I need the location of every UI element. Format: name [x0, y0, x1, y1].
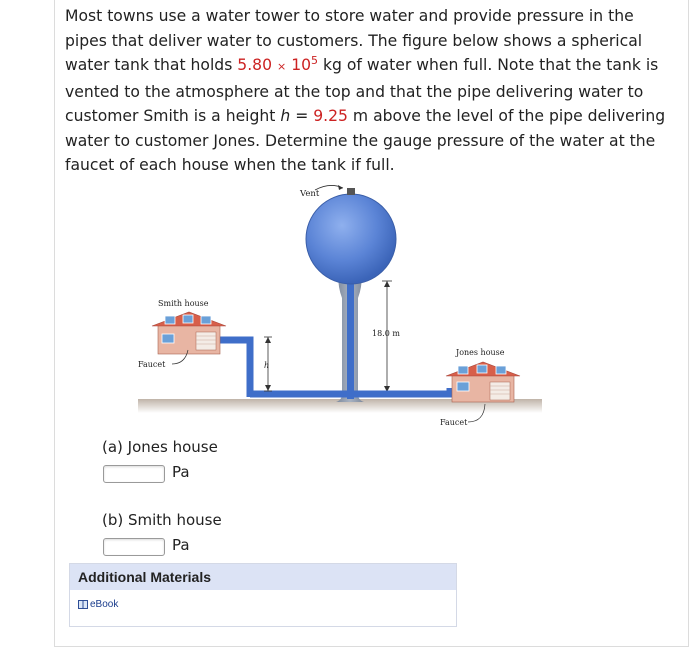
jones-label: Jones house [456, 348, 505, 357]
additional-materials-header: Additional Materials [70, 564, 456, 590]
h-label: h [264, 361, 270, 370]
problem-line: vented to the atmosphere at the top and that the pipe delivering water to [65, 82, 644, 101]
problem-text-fragment: customer Smith is a height [65, 107, 281, 125]
book-icon [78, 600, 88, 609]
faucet-left-label: Faucet [138, 360, 166, 369]
part-a-label: (a) Jones house [102, 438, 218, 456]
problem-text-fragment: kg of water when full. Note that the tank is [318, 56, 659, 74]
additional-materials-panel [69, 563, 457, 627]
problem-line: water to customer Jones. Determine the gauge pressure of the water at the [65, 131, 656, 150]
spherical-tank [306, 194, 396, 284]
problem-line [65, 104, 680, 129]
height-label: 18.0 m [372, 329, 400, 338]
water-tower-figure [130, 178, 550, 438]
problem-line: pipes that deliver water to customers. The figure below shows a spherical [65, 31, 643, 50]
problem-text-fragment: water tank that holds [65, 56, 238, 74]
tower-pipe [347, 283, 354, 399]
dimension-arrowhead [265, 385, 271, 391]
mass-exponent: 5 [311, 54, 319, 67]
ebook-label[interactable]: eBook [90, 599, 119, 610]
part-b-label: (b) Smith house [102, 511, 222, 529]
vent-label: Vent [300, 189, 320, 199]
times-sign: × [277, 60, 287, 73]
problem-line [65, 53, 680, 80]
jones-pressure-input[interactable] [103, 465, 165, 483]
problem-text [65, 4, 680, 178]
jones-house [446, 362, 520, 402]
dimension-arrowhead [384, 281, 390, 287]
smith-label: Smith house [158, 299, 209, 308]
mass-mantissa: 5.80 [237, 56, 273, 74]
problem-line: faucet of each house when the tank if full. [65, 156, 395, 174]
faucet-right-label: Faucet [440, 418, 468, 427]
vent [347, 188, 355, 195]
smith-house [152, 312, 226, 354]
part-a-unit: Pa [172, 463, 190, 481]
problem-line: Most towns use a water tower to store water and provide pressure in the [65, 7, 634, 25]
ebook-link[interactable] [78, 599, 118, 610]
problem-text-fragment: m above the level of the pipe delivering [347, 107, 666, 125]
part-b-unit: Pa [172, 536, 190, 554]
mass-base: 10 [291, 56, 312, 74]
h-symbol: h [280, 107, 291, 125]
dimension-arrowhead [265, 337, 271, 343]
height-value: 9.25 [313, 107, 348, 125]
problem-text-fragment: = [290, 107, 314, 125]
mass-value [237, 56, 318, 74]
smith-pressure-input[interactable] [103, 538, 165, 556]
